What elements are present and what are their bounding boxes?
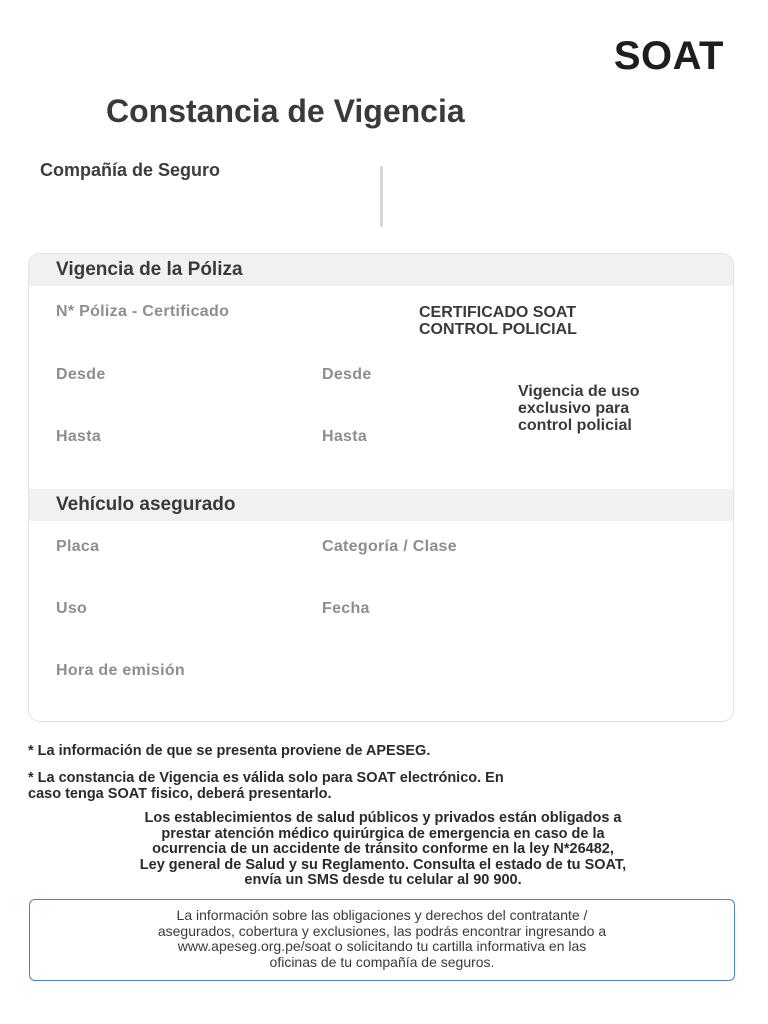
info-line-2: asegurados, cobertura y exclusiones, las podrás encontrar ingresando a	[157, 922, 607, 939]
brand-logo-text: SOAT	[613, 34, 724, 78]
health-establishments-note	[28, 811, 738, 889]
health-note-line-1: Los establecimientos de salud públicos y privados están obligados a	[144, 810, 622, 826]
certificate-line-1: CERTIFICADO SOAT	[419, 304, 577, 321]
policy-number-label: N* Póliza - Certificado	[56, 303, 230, 320]
info-line-3: www.apeseg.org.pe/soat o solicitando tu cartilla informativa en las	[177, 938, 587, 954]
usage-line-2: exclusivo para	[518, 400, 630, 417]
vehicle-section-title: Vehículo asegurado	[56, 494, 236, 515]
certificate-type-value	[419, 304, 577, 338]
certificate-line-2: CONTROL POLICIAL	[419, 321, 577, 338]
from-label-left: Desde	[56, 366, 106, 383]
to-label-right: Hasta	[322, 428, 368, 445]
apeseg-source-note: * La información de que se presenta proviene de APESEG.	[28, 743, 431, 759]
category-label: Categoría / Clase	[322, 538, 457, 555]
policy-section-header	[29, 254, 733, 286]
from-label-right: Desde	[322, 366, 372, 383]
use-label: Uso	[56, 600, 88, 617]
issue-time-label: Hora de emisión	[56, 662, 185, 679]
insurance-company-label: Compañía de Seguro	[40, 160, 221, 180]
electronic-validity-note	[28, 770, 728, 802]
plate-label: Placa	[56, 538, 100, 555]
validity-note-line-1: * La constancia de Vigencia es válida solo para SOAT electrónico. En	[28, 770, 504, 786]
health-note-line-5: envía un SMS desde tu celular al 90 900.	[244, 872, 522, 888]
health-note-line-2: prestar atención médico quirúrgica de emergencia en caso de la	[161, 825, 605, 842]
usage-line-1: Vigencia de uso	[518, 383, 640, 400]
policy-section-title: Vigencia de la Póliza	[56, 259, 243, 280]
usage-note-value	[518, 383, 640, 434]
company-divider	[380, 166, 383, 227]
vehicle-section-header	[29, 489, 733, 521]
usage-line-3: control policial	[518, 417, 632, 434]
to-label-left: Hasta	[56, 428, 102, 445]
document-title: Constancia de Vigencia	[106, 93, 465, 129]
validity-note-line-2: caso tenga SOAT fisico, deberá presentarlo.	[28, 786, 332, 802]
policy-card	[28, 253, 734, 722]
rights-info-box	[29, 899, 735, 981]
health-note-line-3: ocurrencia de un accidente de tránsito conforme en la ley N*26482,	[152, 841, 614, 857]
info-line-4: oficinas de tu compañía de seguros.	[269, 953, 495, 970]
date-label: Fecha	[322, 600, 370, 617]
info-line-1: La información sobre las obligaciones y derechos del contratante /	[176, 907, 588, 923]
health-note-line-4: Ley general de Salud y su Reglamento. Consulta el estado de tu SOAT,	[139, 856, 627, 873]
